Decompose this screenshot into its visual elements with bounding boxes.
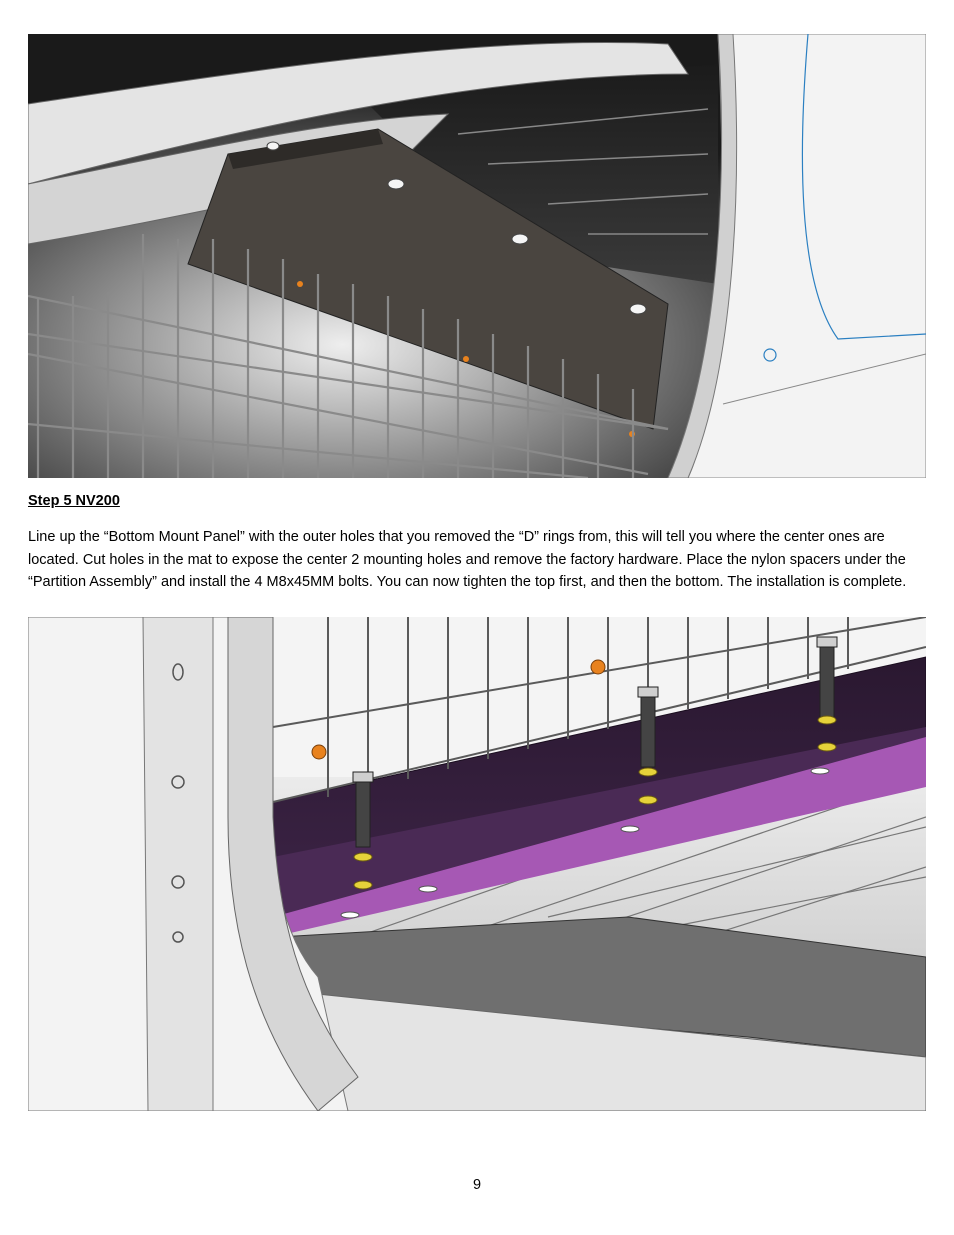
page-number: 9 [472, 1177, 482, 1193]
instruction-paragraph: Line up the “Bottom Mount Panel” with the outer holes that you removed the “D” rings from, this will tell you where the center ones are located. Cut holes in the mat to expose the center 2 mounting holes and remove the factory hardware. Place the nylon spacers under the “Partition Assembly” and install the 4 M8x45MM bolts. You can now tighten the top first, and then the bottom. The installation is complete. [28, 529, 907, 590]
cad-illustration-bottom [28, 617, 926, 1111]
cad-figure-bottom-mount [28, 617, 926, 1111]
cad-illustration-top [28, 34, 926, 478]
cad-figure-partition-top [28, 34, 926, 478]
step-heading: Step 5 NV200 [28, 493, 120, 509]
